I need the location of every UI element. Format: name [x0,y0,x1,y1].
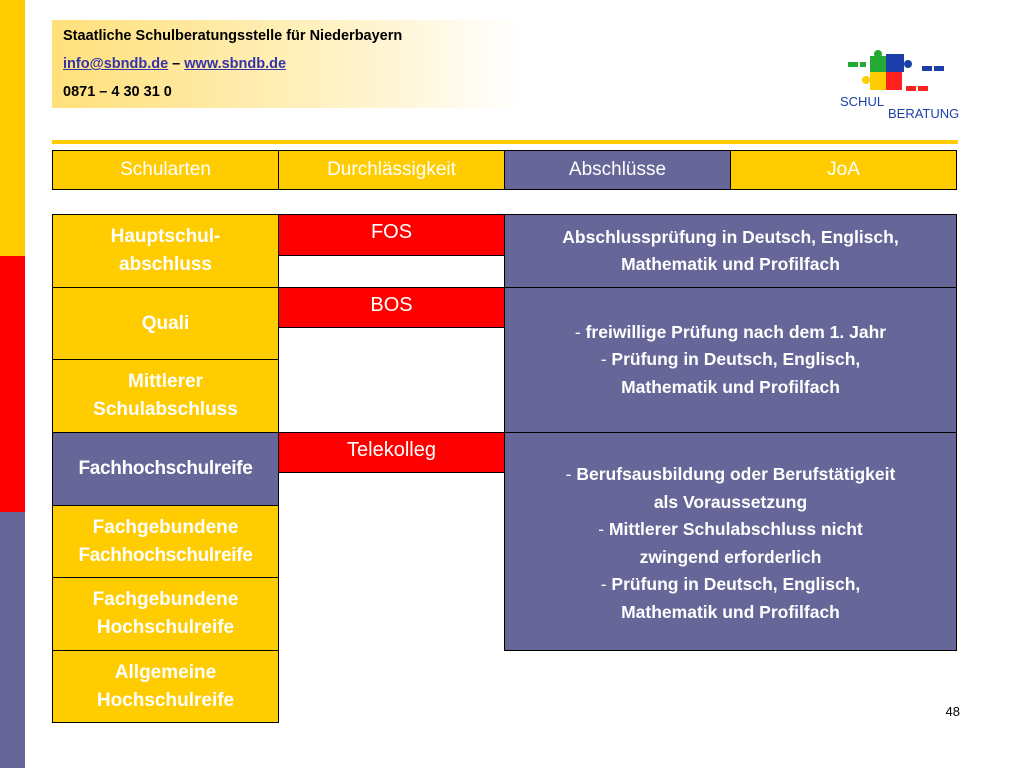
desc-line: zwingend erforderlich [639,546,822,567]
contact-line [63,56,286,72]
logo-dash [906,86,916,91]
desc-line: Mathematik und Profilfach [621,601,840,622]
desc-line: als Voraussetzung [653,491,808,512]
degree-allgemeine-hochschulreife [52,650,279,723]
logo-dash [918,86,928,91]
desc-line: Prüfung in Deutsch, Englisch, [611,349,861,370]
degree-line: Fachhochschulreife [78,458,253,479]
school-fos: FOS [278,214,505,256]
degree-hauptschulabschluss [52,214,279,288]
degree-fachgebundene-fachhochschulreife [52,505,279,578]
tab-schularten[interactable]: Schularten [52,150,279,190]
degree-line: Mittlerer [128,371,203,392]
degree-line: Hauptschul- [110,226,221,247]
degree-line: Quali [141,312,190,334]
strip-purple [0,512,25,768]
puzzle-red-piece [886,72,902,90]
bullet: - [600,349,612,370]
tab-abschluesse[interactable]: Abschlüsse [504,150,731,190]
puzzle-blue-piece [886,54,904,72]
website-link[interactable]: www.sbndb.de [184,56,287,72]
degree-fachgebundene-hochschulreife [52,577,279,651]
bullet: - [600,574,612,594]
degree-line: Allgemeine [114,661,217,683]
degree-line: Fachgebundene [92,589,239,610]
strip-yellow [0,0,25,256]
logo-text-schul: SCHUL [840,94,885,109]
schulberatung-logo [838,50,962,122]
desc-line: Prüfung in Deutsch, Englisch, [611,574,861,594]
header-box [52,20,522,108]
puzzle-knob [904,60,912,68]
org-name: Staatliche Schulberatungsstelle für Niederbayern [63,28,403,44]
school-fos-blank [278,255,505,288]
desc-telekolleg [504,432,957,651]
degree-line: Hochschulreife [96,617,235,638]
bullet: - [574,321,586,342]
school-telekolleg: Telekolleg [278,432,505,473]
logo-text-beratung: BERATUNG [888,106,960,121]
page-number: 48 [945,704,960,719]
desc-line: freiwillige Prüfung nach dem 1. Jahr [585,321,887,342]
desc-bos [504,287,957,433]
desc-line: Abschlussprüfung in Deutsch, Englisch, [562,226,899,247]
separator: – [168,56,185,72]
desc-fos [504,214,957,288]
degree-line: Fachgebundene [92,516,239,538]
tab-durchlaessigkeit[interactable]: Durchlässigkeit [278,150,505,190]
bullet: - [598,519,609,539]
puzzle-green-piece [870,56,886,72]
desc-line: Mathematik und Profilfach [621,376,840,397]
degree-line: Hochschulreife [96,689,235,711]
logo-dash [922,66,932,71]
email-link[interactable]: info@sbndb.de [63,56,169,72]
degree-fachhochschulreife [52,432,279,506]
strip-red [0,256,25,512]
phone-number: 0871 – 4 30 31 0 [63,84,172,100]
school-bos: BOS [278,287,505,328]
puzzle-yellow-piece [870,72,886,90]
desc-line: Berufsausbildung oder Berufstätigkeit [576,464,896,484]
degree-line: abschluss [119,254,212,275]
header-divider [52,140,958,144]
desc-line: Mathematik und Profilfach [621,254,840,274]
tab-joa[interactable]: JoA [730,150,957,190]
degree-mittlerer-schulabschluss [52,359,279,433]
degree-line: Fachhochschulreife [78,544,253,566]
logo-dash [848,62,858,67]
degree-line: Schulabschluss [93,399,238,420]
puzzle-knob [862,76,870,84]
logo-dash [860,62,866,67]
puzzle-knob [874,50,882,58]
degree-quali [52,287,279,360]
bullet: - [565,464,577,484]
logo-dash [934,66,944,71]
desc-line: Mittlerer Schulabschluss nicht [608,519,863,539]
school-bos-blank [278,327,505,433]
